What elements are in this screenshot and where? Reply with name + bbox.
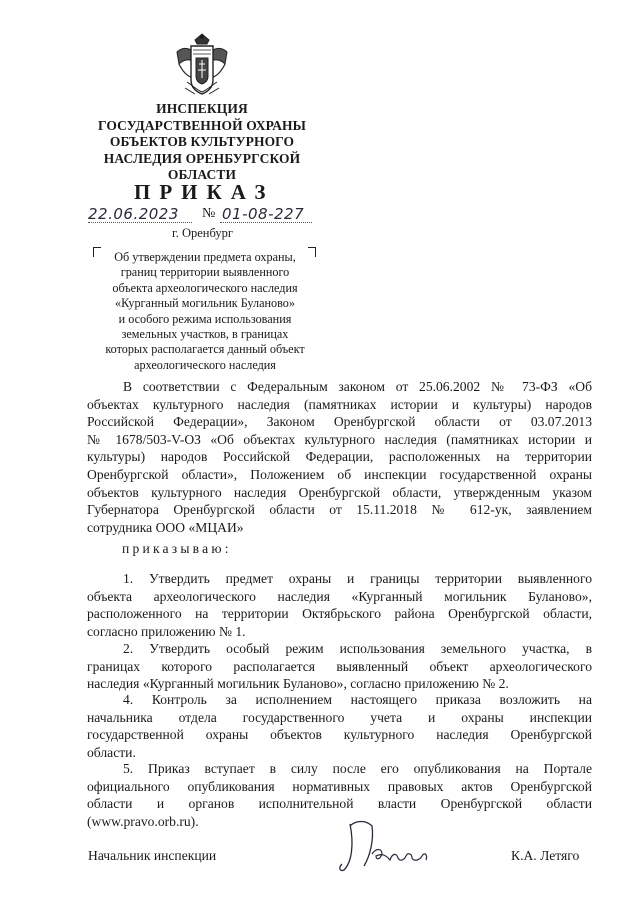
signatory-name: К.А. Летяго [511, 848, 580, 863]
item-line: 4. Контроль за исполнением настоящего приказа возложить на [123, 692, 592, 707]
subject-line: археологического наследия [134, 357, 276, 372]
preamble-line: Оренбургской области», Положением об инспекции государственной охраны [87, 466, 592, 482]
signatory-position: Начальник инспекции [88, 848, 217, 863]
item-line: (www.pravo.orb.ru). [87, 813, 199, 829]
item-line: 1. Утвердить предмет охраны и границы территории выявленного [123, 571, 592, 586]
subject-line: и особого режима использования [118, 311, 292, 326]
subject-line: которых располагается данный объект [105, 342, 305, 357]
item-line: 2. Утвердить особый режим использования земельного участка, в [123, 641, 592, 656]
subject-line: Об утверждении предмета охраны, [114, 250, 296, 264]
preamble-line: объектах культурного наследия (памятниках истории и культуры) народов [87, 396, 592, 412]
order-subject [98, 250, 312, 373]
item-line: начальника отдела государственного учета и охраны инспекции [87, 709, 592, 725]
item-line: согласно приложению № 1. [87, 623, 246, 639]
org-line: ОБЛАСТИ [167, 167, 237, 182]
preamble-paragraph [87, 378, 592, 536]
number-sign: № [202, 206, 216, 221]
org-line: ОБЪЕКТОВ КУЛЬТУРНОГО [109, 134, 295, 149]
order-item-2 [87, 640, 592, 693]
preamble-line: № 1678/503-V-ОЗ «Об объектах культурного наследия (памятниках истории и [87, 431, 592, 447]
organization-name [80, 101, 324, 184]
subject-line: границ территории выявленного [120, 265, 290, 280]
preamble-line: Российской Федерации», Законом Оренбургской области от 03.07.2013 [87, 414, 592, 430]
subject-line: объекта археологического наследия [112, 280, 298, 295]
org-line: ИНСПЕКЦИЯ [156, 101, 248, 116]
preamble-line: Губернатора Оренбургской области от 15.11.2018 № 612-ук, заявлением [87, 502, 592, 518]
number-underline [220, 222, 312, 223]
item-line: официального опубликования нормативных правовых актов Оренбургской [87, 778, 592, 794]
item-line: государственной охраны объектов культурного наследия Оренбургской [87, 727, 592, 743]
subject-line: земельных участков, в границах [121, 327, 289, 342]
org-line: НАСЛЕДИЯ ОРЕНБУРГСКОЙ [103, 150, 301, 166]
item-line: расположенного на территории Октябрьского района Оренбургской области, [87, 606, 592, 622]
handwritten-signature [336, 814, 436, 876]
order-directive: приказываю: [122, 541, 232, 556]
preamble-line: культуры) народов Российской Федерации, расположенных на территории [87, 449, 592, 465]
city: г. Оренбург [172, 226, 233, 240]
item-line: 5. Приказ вступает в силу после его опубликования на Портале [123, 761, 592, 776]
coat-of-arms-icon [173, 32, 231, 98]
subject-line: «Курганный могильник Буланово» [115, 296, 295, 311]
item-line: объекта археологического наследия «Курганный могильник Буланово», [87, 588, 592, 604]
date-underline [88, 222, 192, 223]
order-date: 22.06.2023 [88, 205, 179, 223]
item-line: области. [87, 744, 136, 760]
preamble-line: объектов культурного наследия Оренбургской области, утвержденным указом [87, 484, 592, 500]
order-item-1 [87, 570, 592, 640]
preamble-line: В соответствии с Федеральным законом от 25.06.2002 № 73-ФЗ «Об [123, 379, 592, 394]
item-line: границах которого располагается выявленный объект археологического [87, 658, 592, 674]
item-line: области и органов исполнительной власти Оренбургской области [87, 796, 592, 812]
org-line: ГОСУДАРСТВЕННОЙ ОХРАНЫ [97, 117, 307, 133]
order-number: 01-08-227 [222, 205, 305, 223]
preamble-line: сотрудника ООО «МЦАИ» [87, 519, 244, 535]
order-item-4 [87, 691, 592, 761]
item-line: наследия «Курганный могильник Буланово», согласно приложению № 2. [87, 676, 509, 692]
document-type-title: ПРИКАЗ [134, 180, 275, 204]
